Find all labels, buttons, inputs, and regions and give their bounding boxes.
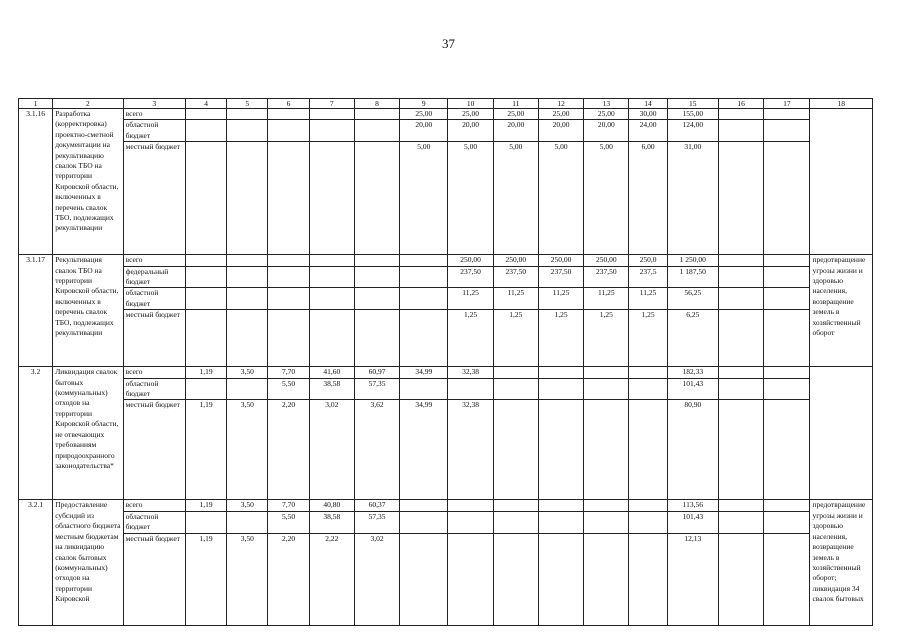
- value-cell: 20,00: [584, 120, 629, 142]
- value-cell: [629, 367, 667, 378]
- value-cell: [538, 400, 583, 500]
- funding-source-cell: областной бюджет: [123, 511, 185, 533]
- value-cell: 31,00: [667, 142, 718, 255]
- value-cell: 38,58: [309, 378, 354, 400]
- value-cell: [448, 511, 493, 533]
- value-cell: 3,62: [354, 400, 399, 500]
- value-cell: [764, 367, 810, 378]
- header-cell: 6: [268, 99, 309, 109]
- value-cell: 1,25: [629, 310, 667, 367]
- value-cell: [227, 142, 268, 255]
- item-name-cell: Ликвидация свалок бытовых (коммунальных) отходов на территории Кировской области, не отвечающих требованиям природоохранного законодательства*: [53, 367, 123, 500]
- table-row: [19, 142, 873, 255]
- value-cell: 11,25: [584, 288, 629, 310]
- value-cell: 2,22: [309, 533, 354, 625]
- value-cell: 1,25: [493, 310, 538, 367]
- value-cell: 237,50: [448, 266, 493, 288]
- table-row: [19, 511, 873, 533]
- value-cell: 3,50: [227, 367, 268, 378]
- value-cell: 5,00: [448, 142, 493, 255]
- header-cell: 8: [354, 99, 399, 109]
- item-number-cell: 3.1.17: [19, 255, 53, 367]
- table-row: [19, 500, 873, 511]
- value-cell: [400, 511, 448, 533]
- value-cell: 3,50: [227, 533, 268, 625]
- value-cell: 3,50: [227, 400, 268, 500]
- header-cell: 4: [185, 99, 226, 109]
- result-cell: предотвращение угрозы жизни и здоровью населения, возвращение земель в хозяйственный оборот; ликвидация 34 свалок бытовых: [810, 500, 873, 625]
- value-cell: [185, 142, 226, 255]
- value-cell: [227, 120, 268, 142]
- value-cell: 7,70: [268, 500, 309, 511]
- value-cell: [309, 266, 354, 288]
- value-cell: 2,20: [268, 400, 309, 500]
- table-row: [19, 378, 873, 400]
- value-cell: [538, 367, 583, 378]
- value-cell: 11,25: [448, 288, 493, 310]
- value-cell: [764, 288, 810, 310]
- value-cell: [764, 511, 810, 533]
- value-cell: [584, 511, 629, 533]
- value-cell: 2,20: [268, 533, 309, 625]
- value-cell: 25,00: [400, 109, 448, 120]
- value-cell: [718, 142, 763, 255]
- value-cell: 5,50: [268, 511, 309, 533]
- value-cell: [227, 310, 268, 367]
- value-cell: [227, 266, 268, 288]
- value-cell: [764, 378, 810, 400]
- value-cell: [227, 511, 268, 533]
- value-cell: [400, 255, 448, 266]
- value-cell: [227, 378, 268, 400]
- value-cell: 155,00: [667, 109, 718, 120]
- value-cell: 80,90: [667, 400, 718, 500]
- value-cell: [227, 109, 268, 120]
- value-cell: 1,19: [185, 533, 226, 625]
- value-cell: 5,00: [400, 142, 448, 255]
- value-cell: [538, 378, 583, 400]
- value-cell: 1,19: [185, 400, 226, 500]
- table-row: [19, 109, 873, 120]
- value-cell: 11,25: [629, 288, 667, 310]
- value-cell: 1,25: [584, 310, 629, 367]
- value-cell: [493, 378, 538, 400]
- page-number: 37: [442, 36, 455, 51]
- value-cell: 1,19: [185, 500, 226, 511]
- value-cell: [185, 378, 226, 400]
- value-cell: [185, 266, 226, 288]
- value-cell: 3,50: [227, 500, 268, 511]
- value-cell: [718, 288, 763, 310]
- value-cell: 24,00: [629, 120, 667, 142]
- value-cell: 32,38: [448, 367, 493, 378]
- header-row: [19, 99, 873, 109]
- value-cell: [629, 533, 667, 625]
- header-cell: 3: [123, 99, 185, 109]
- value-cell: 12,13: [667, 533, 718, 625]
- value-cell: [538, 533, 583, 625]
- value-cell: 1,25: [448, 310, 493, 367]
- value-cell: [185, 288, 226, 310]
- value-cell: [718, 400, 763, 500]
- value-cell: [718, 511, 763, 533]
- header-cell: 2: [53, 99, 123, 109]
- table-row: [19, 533, 873, 625]
- value-cell: 250,00: [538, 255, 583, 266]
- value-cell: [400, 310, 448, 367]
- funding-source-cell: всего: [123, 109, 185, 120]
- value-cell: [493, 511, 538, 533]
- value-cell: 1,25: [538, 310, 583, 367]
- header-cell: 15: [667, 99, 718, 109]
- value-cell: 40,80: [309, 500, 354, 511]
- item-number-cell: 3.1.16: [19, 109, 53, 255]
- item-name-cell: Предоставление субсидий из областного бюджета местным бюджетам на ликвидацию свалок бытовых (коммунальных) отходов на территории Кировской: [53, 500, 123, 625]
- value-cell: [764, 120, 810, 142]
- value-cell: 6,00: [629, 142, 667, 255]
- value-cell: [718, 533, 763, 625]
- value-cell: 3,02: [354, 533, 399, 625]
- value-cell: 1 187,50: [667, 266, 718, 288]
- value-cell: 5,00: [584, 142, 629, 255]
- value-cell: [764, 255, 810, 266]
- header-cell: 14: [629, 99, 667, 109]
- value-cell: [354, 310, 399, 367]
- value-cell: 237,50: [493, 266, 538, 288]
- value-cell: [764, 266, 810, 288]
- value-cell: [268, 255, 309, 266]
- value-cell: [538, 500, 583, 511]
- value-cell: 182,33: [667, 367, 718, 378]
- value-cell: 34,99: [400, 367, 448, 378]
- value-cell: 5,00: [493, 142, 538, 255]
- value-cell: [629, 511, 667, 533]
- value-cell: 25,00: [538, 109, 583, 120]
- value-cell: [718, 367, 763, 378]
- value-cell: 237,50: [584, 266, 629, 288]
- funding-source-cell: всего: [123, 367, 185, 378]
- result-cell: [810, 109, 873, 255]
- value-cell: 237,5: [629, 266, 667, 288]
- funding-source-cell: областной бюджет: [123, 288, 185, 310]
- funding-source-cell: областной бюджет: [123, 378, 185, 400]
- value-cell: 57,35: [354, 378, 399, 400]
- value-cell: [718, 255, 763, 266]
- value-cell: [718, 120, 763, 142]
- value-cell: 57,35: [354, 511, 399, 533]
- value-cell: [629, 378, 667, 400]
- item-number-cell: 3.2: [19, 367, 53, 500]
- value-cell: [584, 500, 629, 511]
- value-cell: 30,00: [629, 109, 667, 120]
- value-cell: 124,00: [667, 120, 718, 142]
- header-cell: 9: [400, 99, 448, 109]
- value-cell: 20,00: [400, 120, 448, 142]
- table-row: [19, 367, 873, 378]
- value-cell: [309, 288, 354, 310]
- header-cell: 10: [448, 99, 493, 109]
- header-cell: 16: [718, 99, 763, 109]
- value-cell: [584, 378, 629, 400]
- value-cell: 25,00: [493, 109, 538, 120]
- value-cell: [584, 400, 629, 500]
- value-cell: [354, 109, 399, 120]
- value-cell: 101,43: [667, 511, 718, 533]
- value-cell: 56,25: [667, 288, 718, 310]
- value-cell: [185, 109, 226, 120]
- value-cell: [400, 288, 448, 310]
- value-cell: 7,70: [268, 367, 309, 378]
- value-cell: 6,25: [667, 310, 718, 367]
- value-cell: [309, 255, 354, 266]
- value-cell: [448, 500, 493, 511]
- header-cell: 18: [810, 99, 873, 109]
- value-cell: [185, 511, 226, 533]
- funding-source-cell: всего: [123, 255, 185, 266]
- value-cell: 25,00: [448, 109, 493, 120]
- value-cell: 32,38: [448, 400, 493, 500]
- value-cell: 250,00: [584, 255, 629, 266]
- value-cell: [227, 288, 268, 310]
- header-cell: 1: [19, 99, 53, 109]
- value-cell: [268, 142, 309, 255]
- value-cell: [764, 142, 810, 255]
- value-cell: [718, 378, 763, 400]
- header-cell: 5: [227, 99, 268, 109]
- value-cell: 60,37: [354, 500, 399, 511]
- header-cell: 13: [584, 99, 629, 109]
- item-number-cell: 3.2.1: [19, 500, 53, 625]
- value-cell: 20,00: [448, 120, 493, 142]
- value-cell: [185, 310, 226, 367]
- table-row: [19, 255, 873, 266]
- result-cell: [810, 367, 873, 500]
- value-cell: [268, 310, 309, 367]
- value-cell: 20,00: [493, 120, 538, 142]
- value-cell: 11,25: [493, 288, 538, 310]
- header-cell: 7: [309, 99, 354, 109]
- value-cell: [354, 142, 399, 255]
- value-cell: [764, 109, 810, 120]
- value-cell: [309, 310, 354, 367]
- value-cell: [185, 120, 226, 142]
- value-cell: [493, 400, 538, 500]
- header-cell: 11: [493, 99, 538, 109]
- funding-source-cell: местный бюджет: [123, 142, 185, 255]
- value-cell: [493, 533, 538, 625]
- value-cell: 34,99: [400, 400, 448, 500]
- funding-source-cell: федеральный бюджет: [123, 266, 185, 288]
- result-cell: предотвращение угрозы жизни и здоровью населения, возвращение земель в хозяйственный оборот: [810, 255, 873, 367]
- value-cell: 11,25: [538, 288, 583, 310]
- table-row: [19, 266, 873, 288]
- value-cell: [764, 500, 810, 511]
- value-cell: [268, 109, 309, 120]
- value-cell: [268, 120, 309, 142]
- value-cell: [309, 142, 354, 255]
- item-name-cell: Разработка (корректировка) проектно-сметной документации на рекультивацию свалок ТБО на территории Кировской области, включенных в перечень свалок ТБО, подлежащих рекультивации: [53, 109, 123, 255]
- value-cell: 250,00: [493, 255, 538, 266]
- value-cell: [268, 266, 309, 288]
- table-row: [19, 120, 873, 142]
- table-row: [19, 400, 873, 500]
- value-cell: [448, 533, 493, 625]
- value-cell: 20,00: [538, 120, 583, 142]
- funding-source-cell: областной бюджет: [123, 120, 185, 142]
- value-cell: 3,02: [309, 400, 354, 500]
- value-cell: [354, 255, 399, 266]
- value-cell: [400, 500, 448, 511]
- value-cell: 41,60: [309, 367, 354, 378]
- value-cell: [493, 367, 538, 378]
- value-cell: 38,58: [309, 511, 354, 533]
- value-cell: [629, 500, 667, 511]
- value-cell: [354, 266, 399, 288]
- table-row: [19, 288, 873, 310]
- value-cell: [718, 109, 763, 120]
- value-cell: [400, 266, 448, 288]
- funding-source-cell: местный бюджет: [123, 310, 185, 367]
- value-cell: [764, 310, 810, 367]
- value-cell: [448, 378, 493, 400]
- value-cell: [185, 255, 226, 266]
- funding-source-cell: местный бюджет: [123, 533, 185, 625]
- value-cell: [354, 120, 399, 142]
- value-cell: [309, 109, 354, 120]
- value-cell: 5,00: [538, 142, 583, 255]
- value-cell: [309, 120, 354, 142]
- value-cell: [764, 533, 810, 625]
- value-cell: [584, 533, 629, 625]
- value-cell: 5,50: [268, 378, 309, 400]
- header-cell: 12: [538, 99, 583, 109]
- value-cell: [629, 400, 667, 500]
- value-cell: 237,50: [538, 266, 583, 288]
- value-cell: [584, 367, 629, 378]
- value-cell: [718, 266, 763, 288]
- header-cell: 17: [764, 99, 810, 109]
- value-cell: 25,00: [584, 109, 629, 120]
- value-cell: [400, 378, 448, 400]
- value-cell: [227, 255, 268, 266]
- value-cell: [493, 500, 538, 511]
- budget-table: [18, 98, 873, 626]
- value-cell: [764, 400, 810, 500]
- value-cell: 60,97: [354, 367, 399, 378]
- value-cell: [268, 288, 309, 310]
- value-cell: [538, 511, 583, 533]
- value-cell: 250,0: [629, 255, 667, 266]
- value-cell: 113,56: [667, 500, 718, 511]
- funding-source-cell: всего: [123, 500, 185, 511]
- value-cell: 250,00: [448, 255, 493, 266]
- value-cell: 1,19: [185, 367, 226, 378]
- value-cell: 101,43: [667, 378, 718, 400]
- value-cell: [400, 533, 448, 625]
- funding-source-cell: местный бюджет: [123, 400, 185, 500]
- table-row: [19, 310, 873, 367]
- value-cell: [354, 288, 399, 310]
- value-cell: [718, 500, 763, 511]
- value-cell: 1 250,00: [667, 255, 718, 266]
- item-name-cell: Рекультивация свалок ТБО на территории Кировской области, включенных в перечень свалок ТБО, подлежащих рекультивации: [53, 255, 123, 367]
- value-cell: [718, 310, 763, 367]
